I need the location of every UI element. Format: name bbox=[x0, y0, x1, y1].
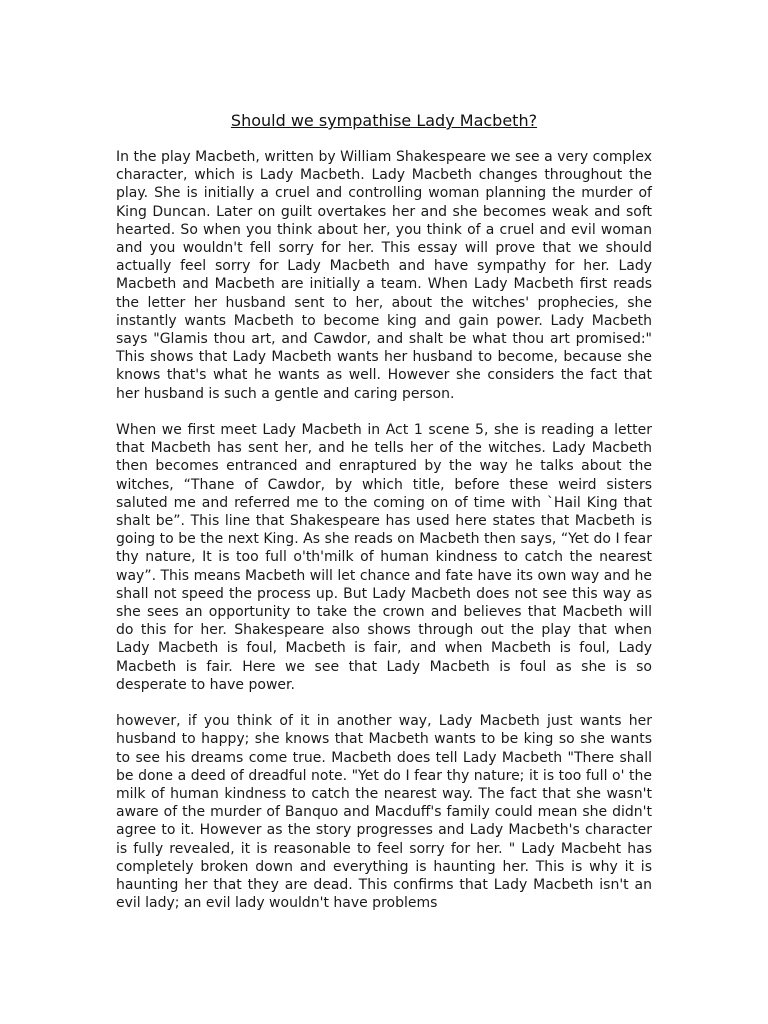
paragraph-2: When we first meet Lady Macbeth in Act 1 scene 5, she is reading a letter that Macbeth has sent her, and he tells her of the witches. Lady Macbeth then becomes entranced and enraptured by the way he talks about the witches, “Thane of Cawdor, by which title, before these weird sisters saluted me and referred me to the coming on of time with `Hail King that shalt be”. This line that Shakespeare has used here states that Macbeth is going to be the next King. As she reads on Macbeth then says, “Yet do I fear thy nature, It is too full o'th'milk of human kindness to catch the nearest way”. This means Macbeth will let chance and fate have its own way and he shall not speed the process up. But Lady Macbeth does not see this way as she sees an opportunity to take the crown and believes that Macbeth will do this for her. Shakespeare also shows through out the play that when Lady Macbeth is foul, Macbeth is fair, and when Macbeth is foul, Lady Macbeth is fair. Here we see that Lady Macbeth is foul as she is so desperate to have power. bbox=[116, 422, 652, 693]
paragraph-3: however, if you think of it in another way, Lady Macbeth just wants her husband to happy; she knows that Macbeth wants to be king so she wants to see his dreams come true. Macbeth does tell Lady Macbeth "There shall be done a deed of dreadful note. "Yet do I fear thy nature; it is too full o' the milk of human kindness to catch the nearest way. The fact that she wasn't aware of the murder of Banquo and Macduff's family could mean she didn't agree to it. However as the story progresses and Lady Macbeth's character is fully revealed, it is reasonable to feel sorry for her. " Lady Macbeht has completely broken down and everything is haunting her. This is why it is haunting her that they are dead. This confirms that Lady Macbeth isn't an evil lady; an evil lady wouldn't have problems bbox=[116, 713, 652, 912]
essay-body bbox=[116, 148, 652, 931]
page-title: Should we sympathise Lady Macbeth? bbox=[230, 111, 538, 130]
paragraph-1: In the play Macbeth, written by William Shakespeare we see a very complex character, which is Lady Macbeth. Lady Macbeth changes throughout the play. She is initially a cruel and controlling woman planning the murder of King Duncan. Later on guilt overtakes her and she becomes weak and soft hearted. So when you think about her, you think of a cruel and evil woman and you wouldn't fell sorry for her. This essay will prove that we should actually feel sorry for Lady Macbeth and have sympathy for her. Lady Macbeth and Macbeth are initially a team. When Lady Macbeth first reads the letter her husband sent to her, about the witches' prophecies, she instantly wants Macbeth to become king and gain power. Lady Macbeth says "Glamis thou art, and Cawdor, and shalt be what thou art promised:" This shows that Lady Macbeth wants her husband to become, because she knows that's what he wants as well. However she considers the fact that her husband is such a gentle and caring person. bbox=[116, 149, 652, 402]
